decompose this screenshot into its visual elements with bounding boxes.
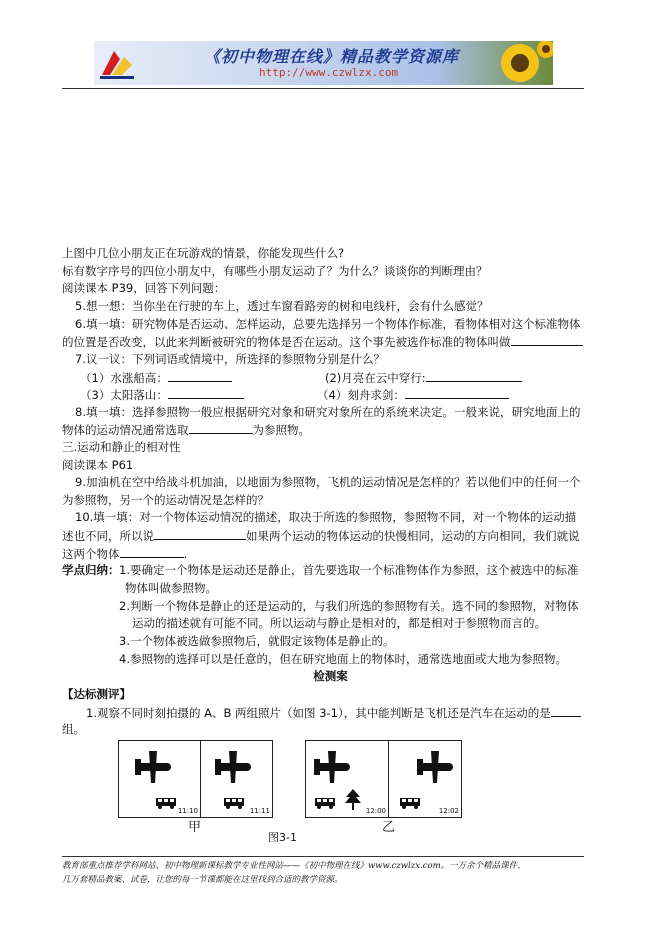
answer-blank [154, 527, 246, 540]
question-10: 10.填一填：对一个物体运动情况的描述，取决于所选的参照物，参照物不同，对一个物体的运动描 [75, 510, 577, 524]
question-9-cont: 为参照物，另一个的运动情况是怎样的？ [62, 493, 269, 507]
summary-2: 2.判断一个物体是静止的还是运动的，与我们所选的参照物有关。选不同的参照物，对物体 [119, 599, 579, 613]
answer-blank [551, 704, 581, 717]
q7-1-label: （1）水涨船高： [80, 371, 168, 385]
text-line: 标有数字序号的四位小朋友中，有哪些小朋友运动了？为什么？谈谈你的判断理由？ [62, 264, 488, 278]
q7-4-label: （4）刻舟求剑： [317, 388, 405, 402]
question-7: 7.议一议：下列词语或情境中，所选择的参照物分别是什么？ [75, 352, 385, 366]
timestamp: 12:02 [438, 807, 459, 815]
airplane-icon [310, 747, 354, 787]
summary-2-cont: 运动的描述就有可能不同。所以运动与静止是相对的，都是相对于参照物而言的。 [132, 616, 546, 630]
sunflower-icon [486, 41, 553, 85]
timestamp: 11:10 [177, 807, 198, 815]
bus-icon [155, 797, 177, 809]
q10-text-d: . [183, 547, 188, 561]
footer-divider [62, 856, 584, 857]
answer-blank [120, 545, 184, 558]
question-6-cont [62, 333, 583, 350]
question-5: 5.想一想：当你坐在行驶的车上，透过车窗看路旁的树和电线杆，会有什么感觉？ [75, 299, 489, 313]
q7-2-label: (2)月亮在云中穿行: [325, 371, 426, 385]
q8-text-a: 物体的运动情况通常选取 [62, 423, 189, 437]
question-8-cont [62, 421, 310, 438]
answer-blank [405, 386, 509, 399]
answer-blank [189, 421, 253, 434]
footer-line-1: 教育部重点推荐学科网站、初中物理新课标教学专业性网站——《初中物理在线》www.czwlzx.com。一万余个精品课件、 [62, 861, 526, 871]
photo-b1 [305, 740, 389, 818]
q10-text-c: 这两个物体 [62, 547, 120, 561]
q7-3-label: （3）太阳落山： [80, 388, 168, 402]
section-heading: 三.运动和静止的相对性 [62, 440, 181, 454]
airplane-icon [211, 747, 255, 787]
timestamp: 11:11 [249, 807, 270, 815]
reading-note: 阅读课本 P61 [62, 458, 134, 472]
footer-line-2: 几万套精品教案、试卷，让您的每一节课都能在这里找到合适的教学资源。 [62, 875, 343, 885]
photo-a2 [200, 740, 273, 818]
summary-1: 1.要确定一个物体是运动还是静止，首先要选取一个标准物体作为参照，这个被选中的标准 [119, 563, 579, 577]
question-7-4 [317, 386, 509, 403]
tree-icon [344, 787, 362, 811]
summary-label: 学点归纳： [62, 563, 120, 577]
header-divider [62, 88, 584, 89]
answer-blank [426, 369, 522, 382]
answer-blank [511, 333, 583, 346]
timestamp: 12:00 [365, 807, 386, 815]
answer-blank [168, 386, 244, 399]
airplane-icon [413, 747, 457, 787]
q8-text-b: 为参照物。 [252, 423, 310, 437]
t1-text: 1.观察不同时刻拍摄的 A、B 两组照片（如图 3-1），其中能判断是飞机还是汽车在运动的是 [86, 706, 551, 720]
question-10-cont [62, 527, 580, 544]
summary-3: 3.一个物体被选做参照物后，就假定该物体是静止的。 [119, 634, 395, 648]
photo-a1 [118, 740, 201, 818]
answer-blank [168, 369, 232, 382]
logo-icon [98, 45, 136, 81]
q10-text-a: 述也不同，所以说 [62, 529, 154, 543]
question-6: 6.填一填：研究物体是否运动、怎样运动，总要先选择另一个物体作标准，看物体相对这个标准物体 [75, 317, 581, 331]
question-7-3 [80, 386, 244, 403]
banner-url: http://www.czwlzx.com [259, 66, 399, 79]
question-7-1 [80, 369, 232, 386]
question-8: 8.填一填：选择参照物一般应根据研究对象和研究对象所在的系统来决定。一般来说，研究地面上的 [75, 405, 581, 419]
summary-1-cont: 物体叫做参照物。 [125, 581, 217, 595]
question-9: 9.加油机在空中给战斗机加油，以地面为参照物，飞机的运动情况是怎样的？若以他们中的任何一个 [75, 475, 581, 489]
q10-text-b: 如果两个运动的物体运动的快慢相同，运动的方向相同，我们就说 [246, 529, 580, 543]
group-a-label: 甲 [188, 820, 202, 835]
bus-icon [223, 797, 245, 809]
banner-title: 《初中物理在线》精品教学资源库 [204, 47, 460, 66]
text-line: 阅读课本 P39，回答下列问题： [62, 281, 226, 295]
bus-icon [314, 797, 336, 809]
question-6-text: 的位置是否改变，以此来判断被研究的物体是否在运动。这个事先被选作标准的物体叫做 [62, 335, 511, 349]
group-b-label: 乙 [382, 820, 396, 835]
test-question-1 [86, 704, 581, 721]
header-banner [94, 41, 553, 85]
figure-caption: 图3-1 [268, 831, 297, 844]
text-line: 上图中几位小朋友正在玩游戏的情景，你能发现些什么? [62, 246, 345, 260]
test-title: 检测案 [313, 669, 348, 683]
airplane-icon [131, 747, 175, 787]
bus-icon [399, 797, 421, 809]
test-subtitle: 【达标测评】 [62, 687, 131, 701]
question-7-2 [325, 369, 522, 386]
summary-4: 4.参照物的选择可以是任意的，但在研究地面上的物体时，通常选地面或大地为参照物。 [119, 652, 567, 666]
photo-b2 [388, 740, 462, 818]
test-question-1-cont: 组。 [62, 722, 85, 736]
question-10-end [62, 545, 187, 562]
